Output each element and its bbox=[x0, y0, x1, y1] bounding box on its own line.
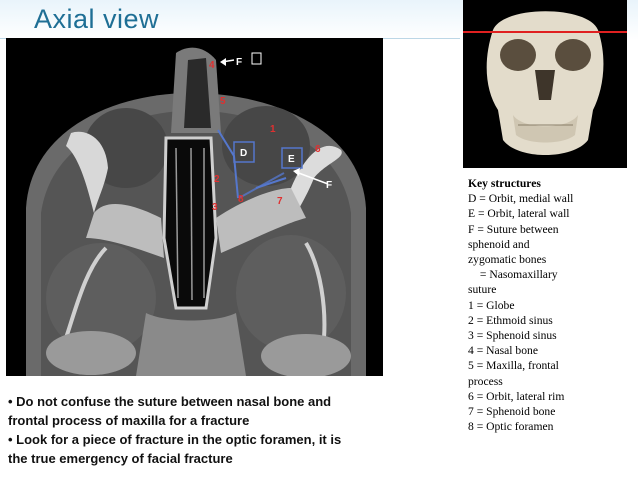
note-line: • Do not confuse the suture between nasal bone and bbox=[8, 394, 332, 409]
ct-label-3: 3 bbox=[212, 202, 218, 213]
skull-graphic bbox=[463, 0, 627, 168]
legend-item: 4 = Nasal bone bbox=[468, 344, 538, 358]
key-structures-legend bbox=[468, 176, 633, 434]
note-line: frontal process of maxilla for a fracture bbox=[8, 413, 250, 428]
notes-text bbox=[8, 392, 388, 468]
ct-label-e: E bbox=[288, 154, 295, 165]
legend-item: 5 = Maxilla, frontal bbox=[468, 359, 559, 373]
ct-label-f-right: F bbox=[326, 180, 333, 191]
legend-item: 6 = Orbit, lateral rim bbox=[468, 389, 565, 403]
legend-item: sphenoid and bbox=[468, 237, 530, 251]
legend-item: 1 = Globe bbox=[468, 298, 515, 312]
ct-scan-graphic bbox=[6, 38, 383, 376]
ct-label-f-top: F bbox=[236, 57, 243, 68]
ct-label-d: D bbox=[240, 148, 248, 159]
ct-label-4: 4 bbox=[209, 60, 215, 71]
ct-label-2: 2 bbox=[214, 174, 220, 185]
legend-item: E = Orbit, lateral wall bbox=[468, 207, 570, 221]
ct-label-1: 1 bbox=[270, 124, 276, 135]
ct-label-8: 8 bbox=[238, 194, 244, 205]
legend-item: D = Orbit, medial wall bbox=[468, 192, 574, 206]
legend-item: 8 = Optic foramen bbox=[468, 420, 554, 434]
legend-item: process bbox=[468, 374, 503, 388]
slide-title: Axial view bbox=[34, 4, 160, 34]
legend-item: 7 = Sphenoid bone bbox=[468, 405, 556, 419]
legend-item:   = Nasomaxillary bbox=[468, 268, 558, 282]
skull-3d-render bbox=[463, 0, 627, 168]
axial-ct-image bbox=[6, 38, 383, 376]
ct-label-7: 7 bbox=[277, 196, 283, 207]
ct-label-6: 6 bbox=[315, 144, 321, 155]
note-line: • Look for a piece of fracture in the optic foramen, it is bbox=[8, 432, 342, 447]
legend-item: zygomatic bones bbox=[468, 253, 547, 267]
legend-item: 3 = Sphenoid sinus bbox=[468, 329, 557, 343]
note-line: the true emergency of facial fracture bbox=[8, 451, 233, 466]
ct-label-5: 5 bbox=[220, 96, 226, 107]
legend-item: F = Suture between bbox=[468, 222, 559, 236]
legend-item: suture bbox=[468, 283, 497, 297]
legend-item: 2 = Ethmoid sinus bbox=[468, 313, 553, 327]
legend-heading: Key structures bbox=[468, 177, 541, 190]
